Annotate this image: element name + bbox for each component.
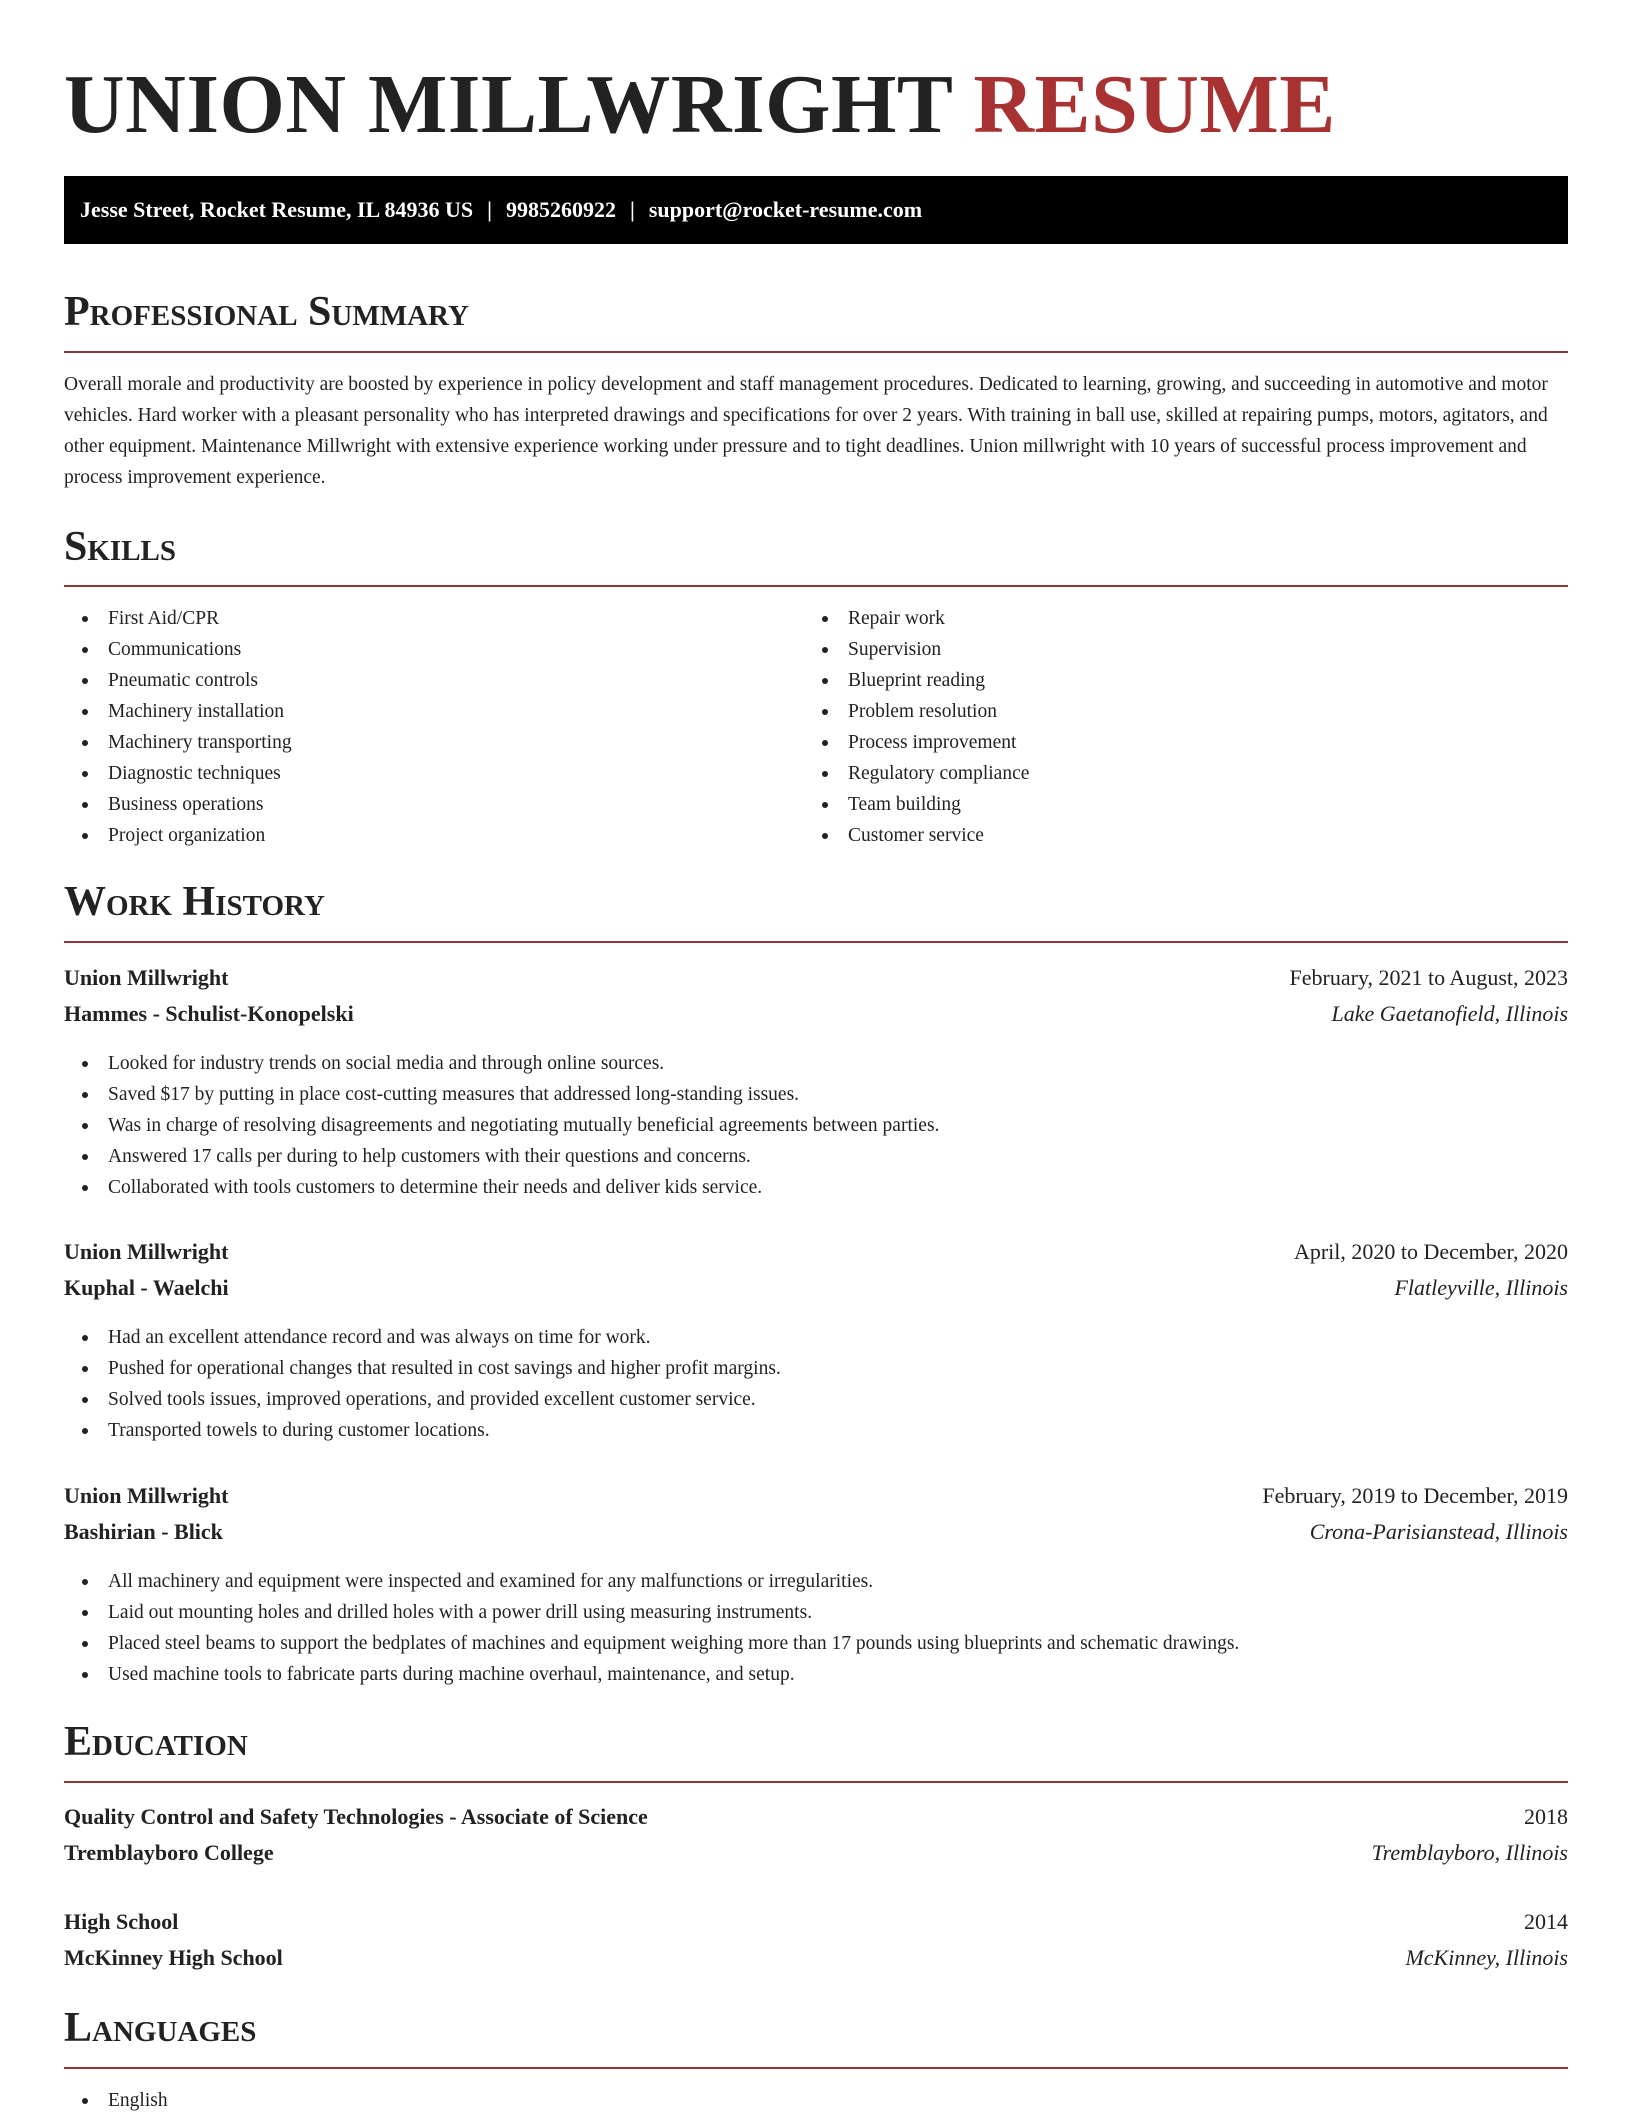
skill-item: Regulatory compliance — [804, 758, 1029, 789]
education-location: McKinney, Illinois — [1405, 1945, 1568, 1970]
job-bullet: Laid out mounting holes and drilled holes with a power drill using measuring instruments. — [64, 1597, 1239, 1628]
section-heading-education: Education — [64, 1719, 248, 1765]
skill-item: Repair work — [804, 603, 1029, 634]
skill-item: Communications — [64, 634, 292, 665]
job-company-row — [64, 1514, 1568, 1550]
contact-phone[interactable]: 9985260922 — [505, 197, 616, 222]
job-bullets — [64, 1322, 781, 1446]
contact-separator: | — [629, 197, 635, 222]
education-degree: Quality Control and Safety Technologies - Associate of Science — [64, 1804, 648, 1829]
skill-item: Machinery installation — [64, 696, 292, 727]
job-company-row — [64, 996, 1568, 1032]
skill-item: Machinery transporting — [64, 727, 292, 758]
skill-item: Problem resolution — [804, 696, 1029, 727]
contact-bar — [64, 176, 1568, 244]
job-title: Union Millwright — [64, 965, 229, 990]
education-degree-row — [64, 1904, 1568, 1940]
title-main: UNION MILLWRIGHT — [64, 58, 952, 151]
education-school: McKinney High School — [64, 1945, 283, 1970]
job-bullet: Looked for industry trends on social media and through online sources. — [64, 1048, 939, 1079]
job-dates: April, 2020 to December, 2020 — [1293, 1239, 1568, 1264]
job-bullet: Was in charge of resolving disagreements and negotiating mutually beneficial agreements between parties. — [64, 1110, 939, 1141]
job-dates: February, 2021 to August, 2023 — [1289, 965, 1568, 990]
job-location: Lake Gaetanofield, Illinois — [1331, 1001, 1568, 1026]
job-bullet: Collaborated with tools customers to determine their needs and deliver kids service. — [64, 1172, 939, 1203]
education-school-row — [64, 1940, 1568, 1976]
job-bullet: Pushed for operational changes that resulted in cost savings and higher profit margins. — [64, 1353, 781, 1384]
education-school-row — [64, 1835, 1568, 1871]
summary-text: Overall morale and productivity are boosted by experience in policy development and staff management procedures. Dedicated to learning, growing, and succeeding in automotive and motor vehicles. Hard worker with a pleasant personality who has interpreted drawings and specifications for over 2 years. With training in ball use, skilled at repairing pumps, motors, agitators, and other equipment. Maintenance Millwright with extensive experience working under pressure and to tight deadlines. Union millwright with 10 years of successful process improvement and process improvement experience. — [64, 374, 1548, 488]
section-heading-summary: Professional Summary — [64, 289, 469, 335]
contact-separator: | — [487, 197, 492, 222]
job-bullet: Saved $17 by putting in place cost-cutting measures that addressed long-standing issues. — [64, 1079, 939, 1110]
skill-item: Supervision — [804, 634, 1029, 665]
education-year: 2014 — [1524, 1909, 1568, 1934]
education-school: Tremblayboro College — [64, 1840, 274, 1865]
job-bullet: All machinery and equipment were inspected and examined for any malfunctions or irregularities. — [64, 1566, 1239, 1597]
job-bullet: Solved tools issues, improved operations, and provided excellent customer service. — [64, 1384, 781, 1415]
education-year: 2018 — [1524, 1804, 1568, 1829]
skill-item: Team building — [804, 789, 1029, 820]
section-divider — [64, 585, 1568, 587]
section-heading-skills: Skills — [64, 524, 177, 570]
job-company-row — [64, 1270, 1568, 1306]
job-company: Kuphal - Waelchi — [64, 1275, 229, 1300]
skill-item: Project organization — [64, 820, 292, 851]
job-bullet: Had an excellent attendance record and was always on time for work. — [64, 1322, 781, 1353]
section-divider — [64, 351, 1568, 353]
skill-item: Blueprint reading — [804, 665, 1029, 696]
title-accent: RESUME — [973, 58, 1336, 151]
section-divider — [64, 1781, 1568, 1783]
job-bullets — [64, 1048, 939, 1203]
skill-item: Diagnostic techniques — [64, 758, 292, 789]
contact-email[interactable]: support@rocket-resume.com — [648, 197, 923, 222]
job-title: Union Millwright — [64, 1483, 229, 1508]
job-location: Crona-Parisianstead, Illinois — [1309, 1519, 1568, 1544]
section-divider — [64, 941, 1568, 943]
education-degree: High School — [64, 1909, 179, 1934]
skill-item: Business operations — [64, 789, 292, 820]
skills-list-left — [64, 603, 292, 851]
education-location: Tremblayboro, Illinois — [1371, 1840, 1568, 1865]
job-bullet: Answered 17 calls per during to help customers with their questions and concerns. — [64, 1141, 939, 1172]
job-location: Flatleyville, Illinois — [1394, 1275, 1568, 1300]
skills-list-right — [804, 603, 1029, 851]
job-header-row — [64, 1234, 1568, 1270]
job-header-row — [64, 1478, 1568, 1514]
job-bullet: Used machine tools to fabricate parts during machine overhaul, maintenance, and setup. — [64, 1659, 1239, 1690]
education-degree-row — [64, 1799, 1568, 1835]
skill-item: Process improvement — [804, 727, 1029, 758]
languages-list — [64, 2085, 168, 2116]
job-title: Union Millwright — [64, 1239, 229, 1264]
job-bullets — [64, 1566, 1239, 1690]
skill-item: Customer service — [804, 820, 1029, 851]
job-company: Bashirian - Blick — [64, 1519, 223, 1544]
skill-item: First Aid/CPR — [64, 603, 292, 634]
section-heading-work-history: Work History — [64, 879, 325, 925]
job-bullet: Transported towels to during customer locations. — [64, 1415, 781, 1446]
contact-address: Jesse Street, Rocket Resume, IL 84936 US — [80, 197, 474, 222]
section-divider — [64, 2067, 1568, 2069]
job-bullet: Placed steel beams to support the bedplates of machines and equipment weighing more than 17 pounds using blueprints and schematic drawings. — [64, 1628, 1239, 1659]
language-item: English — [64, 2085, 168, 2116]
section-heading-languages: Languages — [64, 2005, 257, 2051]
job-dates: February, 2019 to December, 2019 — [1262, 1483, 1568, 1508]
job-company: Hammes - Schulist-Konopelski — [64, 1001, 354, 1026]
resume-title — [64, 50, 1336, 160]
skill-item: Pneumatic controls — [64, 665, 292, 696]
job-header-row — [64, 960, 1568, 996]
